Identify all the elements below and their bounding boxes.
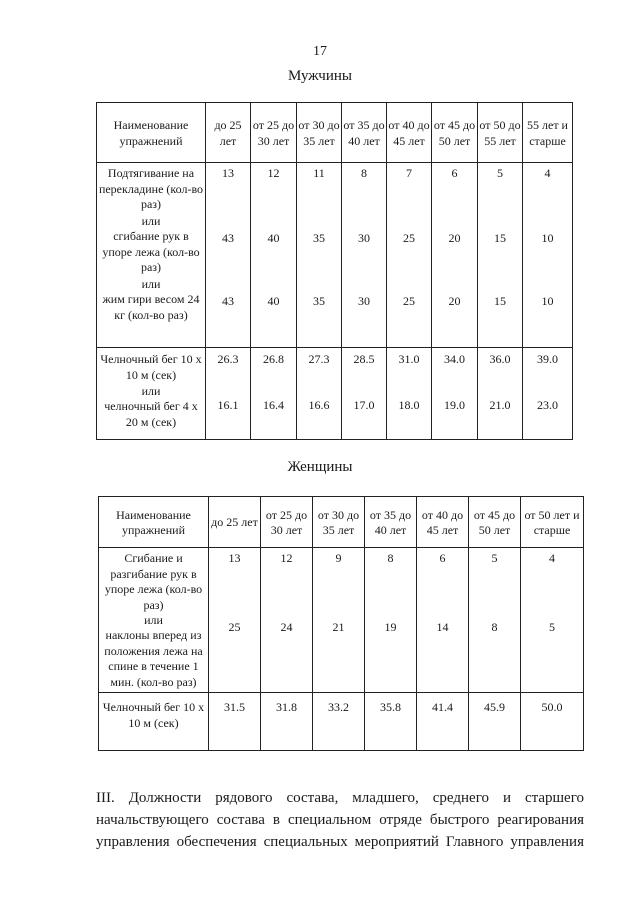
men-shuttle4-1: 16.1 xyxy=(217,398,239,412)
men-shuttle10-3: 27.3 xyxy=(308,352,330,366)
men-exercise-pushups: сгибание рук в упоре лежа (кол-во раз) xyxy=(102,229,200,274)
women-exercise-pushups: Сгибание и разгибание рук в упоре лежа (кол-во раз) xyxy=(104,551,203,612)
table-cell xyxy=(387,163,432,348)
women-shuttle10-1: 31.5 xyxy=(209,693,261,751)
men-age-col-2: от 25 до 30 лет xyxy=(251,103,297,163)
table-cell xyxy=(342,163,387,348)
paragraph-line-3: управления обеспечения специальных мероприятий Главного управления xyxy=(96,834,584,850)
men-pullups-6: 6 xyxy=(451,166,458,180)
table-cell xyxy=(469,548,521,693)
men-pushups-1: 43 xyxy=(222,231,234,245)
men-exercise-or-1: или xyxy=(141,214,161,228)
paragraph-line-1: III. Должности рядового состава, младшего, среднего и старшего xyxy=(96,790,584,806)
table-cell xyxy=(342,348,387,440)
men-age-col-5: от 40 до 45 лет xyxy=(387,103,432,163)
table-cell xyxy=(365,548,417,693)
women-situps-2: 24 xyxy=(280,620,293,634)
men-pullups-5: 7 xyxy=(406,166,412,180)
women-situps-5: 14 xyxy=(436,620,449,634)
women-situps-7: 5 xyxy=(549,620,555,634)
men-pushups-8: 10 xyxy=(541,231,554,245)
men-pullups-2: 12 xyxy=(267,166,280,180)
men-age-col-4: от 35 до 40 лет xyxy=(342,103,387,163)
men-shuttle10-1: 26.3 xyxy=(217,352,239,366)
men-exercise-shuttle-4x20: челночный бег 4 х 20 м (сек) xyxy=(104,399,198,429)
men-shuttle4-5: 18.0 xyxy=(398,398,420,412)
men-exercise-or-3: или xyxy=(141,384,161,398)
men-kettlebell-6: 20 xyxy=(448,294,461,308)
men-age-col-6: от 45 до 50 лет xyxy=(432,103,478,163)
men-shuttle10-5: 31.0 xyxy=(398,352,420,366)
women-run-exercise-name: Челночный бег 10 х 10 м (сек) xyxy=(99,693,209,751)
men-shuttle10-8: 39.0 xyxy=(537,352,558,366)
men-kettlebell-4: 30 xyxy=(358,294,370,308)
men-pushups-5: 25 xyxy=(403,231,415,245)
women-pushups-2: 12 xyxy=(280,551,293,565)
women-shuttle10-2: 31.8 xyxy=(261,693,313,751)
women-strength-row xyxy=(99,548,584,693)
table-cell xyxy=(297,163,342,348)
table-cell xyxy=(209,548,261,693)
men-header-name: Наименование упражнений xyxy=(97,103,206,163)
men-exercise-or-2: или xyxy=(141,277,161,291)
men-shuttle4-4: 17.0 xyxy=(353,398,375,412)
women-age-col-1: до 25 лет xyxy=(209,497,261,548)
women-strength-exercise-names xyxy=(99,548,209,693)
men-pullups-4: 8 xyxy=(361,166,367,180)
men-pushups-7: 15 xyxy=(494,231,506,245)
men-shuttle4-8: 23.0 xyxy=(537,398,558,412)
women-pushups-6: 5 xyxy=(491,551,498,565)
table-cell xyxy=(251,163,297,348)
men-shuttle10-2: 26.8 xyxy=(263,352,284,366)
table-cell xyxy=(387,348,432,440)
men-kettlebell-7: 15 xyxy=(494,294,506,308)
table-cell xyxy=(521,548,584,693)
table-cell xyxy=(261,548,313,693)
men-exercise-shuttle-10x10: Челночный бег 10 х 10 м (сек) xyxy=(100,352,202,382)
men-pushups-2: 40 xyxy=(267,231,280,245)
table-cell xyxy=(478,348,523,440)
women-pushups-5: 6 xyxy=(439,551,446,565)
men-pullups-7: 5 xyxy=(497,166,503,180)
women-shuttle10-6: 45.9 xyxy=(469,693,521,751)
men-age-col-8: 55 лет и старше xyxy=(523,103,573,163)
women-age-col-5: от 40 до 45 лет xyxy=(417,497,469,548)
women-situps-4: 19 xyxy=(384,620,397,634)
men-shuttle10-6: 34.0 xyxy=(444,352,465,366)
men-pushups-3: 35 xyxy=(313,231,325,245)
women-age-col-3: от 30 до 35 лет xyxy=(313,497,365,548)
men-pullups-1: 13 xyxy=(222,166,234,180)
men-pullups-3: 11 xyxy=(313,166,325,180)
women-header-name: Наименование упражнений xyxy=(99,497,209,548)
women-pushups-7: 4 xyxy=(549,551,555,565)
women-norms-table xyxy=(98,496,584,751)
men-age-col-7: от 50 до 55 лет xyxy=(478,103,523,163)
men-kettlebell-1: 43 xyxy=(222,294,234,308)
women-shuttle10-7: 50.0 xyxy=(521,693,584,751)
section-iii-paragraph xyxy=(96,787,584,853)
table-cell xyxy=(313,548,365,693)
women-shuttle10-4: 35.8 xyxy=(365,693,417,751)
table-cell xyxy=(206,348,251,440)
men-shuttle10-7: 36.0 xyxy=(489,352,511,366)
men-exercise-kettlebell: жим гири весом 24 кг (кол-во раз) xyxy=(102,292,200,322)
women-shuttle10-5: 41.4 xyxy=(417,693,469,751)
men-pushups-4: 30 xyxy=(358,231,370,245)
men-run-row xyxy=(97,348,573,440)
women-pushups-3: 9 xyxy=(335,551,342,565)
men-strength-row xyxy=(97,163,573,348)
women-exercise-situps: наклоны вперед из положения лежа на спине в течение 1 мин. (кол-во раз) xyxy=(104,628,203,689)
table-cell xyxy=(478,163,523,348)
women-situps-6: 8 xyxy=(491,620,498,634)
men-strength-exercise-names xyxy=(97,163,206,348)
men-age-col-3: от 30 до 35 лет xyxy=(297,103,342,163)
men-shuttle4-7: 21.0 xyxy=(489,398,511,412)
men-run-exercise-names xyxy=(97,348,206,440)
table-cell xyxy=(206,163,251,348)
men-section-title: Мужчины xyxy=(288,68,352,84)
table-cell xyxy=(523,348,573,440)
men-shuttle4-6: 19.0 xyxy=(444,398,465,412)
men-kettlebell-8: 10 xyxy=(541,294,554,308)
men-shuttle4-2: 16.4 xyxy=(263,398,284,412)
women-shuttle10-3: 33.2 xyxy=(313,693,365,751)
table-cell xyxy=(417,548,469,693)
men-shuttle4-3: 16.6 xyxy=(308,398,330,412)
men-norms-table xyxy=(96,102,573,440)
table-cell xyxy=(297,348,342,440)
women-age-col-7: от 50 лет и старше xyxy=(521,497,584,548)
paragraph-line-2: начальствующего состава в специальном отряде быстрого реагирования xyxy=(96,812,584,828)
table-cell xyxy=(432,163,478,348)
women-situps-3: 21 xyxy=(332,620,345,634)
women-run-row xyxy=(99,693,584,751)
men-kettlebell-2: 40 xyxy=(267,294,280,308)
men-header-row xyxy=(97,103,573,163)
page-number: 17 xyxy=(313,44,327,59)
women-section-title: Женщины xyxy=(287,459,353,475)
men-age-col-1: до 25 лет xyxy=(206,103,251,163)
men-exercise-pullups: Подтягивание на перекладине (кол-во раз) xyxy=(98,166,204,211)
men-pullups-8: 4 xyxy=(544,166,551,180)
women-header-row xyxy=(99,497,584,548)
women-age-col-6: от 45 до 50 лет xyxy=(469,497,521,548)
table-cell xyxy=(523,163,573,348)
men-kettlebell-3: 35 xyxy=(313,294,325,308)
men-kettlebell-5: 25 xyxy=(403,294,415,308)
table-cell xyxy=(251,348,297,440)
women-exercise-or: или xyxy=(144,613,163,627)
women-age-col-2: от 25 до 30 лет xyxy=(261,497,313,548)
men-shuttle10-4: 28.5 xyxy=(353,352,375,366)
women-situps-1: 25 xyxy=(228,620,241,634)
women-pushups-4: 8 xyxy=(387,551,394,565)
women-pushups-1: 13 xyxy=(228,551,241,565)
women-age-col-4: от 35 до 40 лет xyxy=(365,497,417,548)
table-cell xyxy=(432,348,478,440)
men-pushups-6: 20 xyxy=(448,231,461,245)
